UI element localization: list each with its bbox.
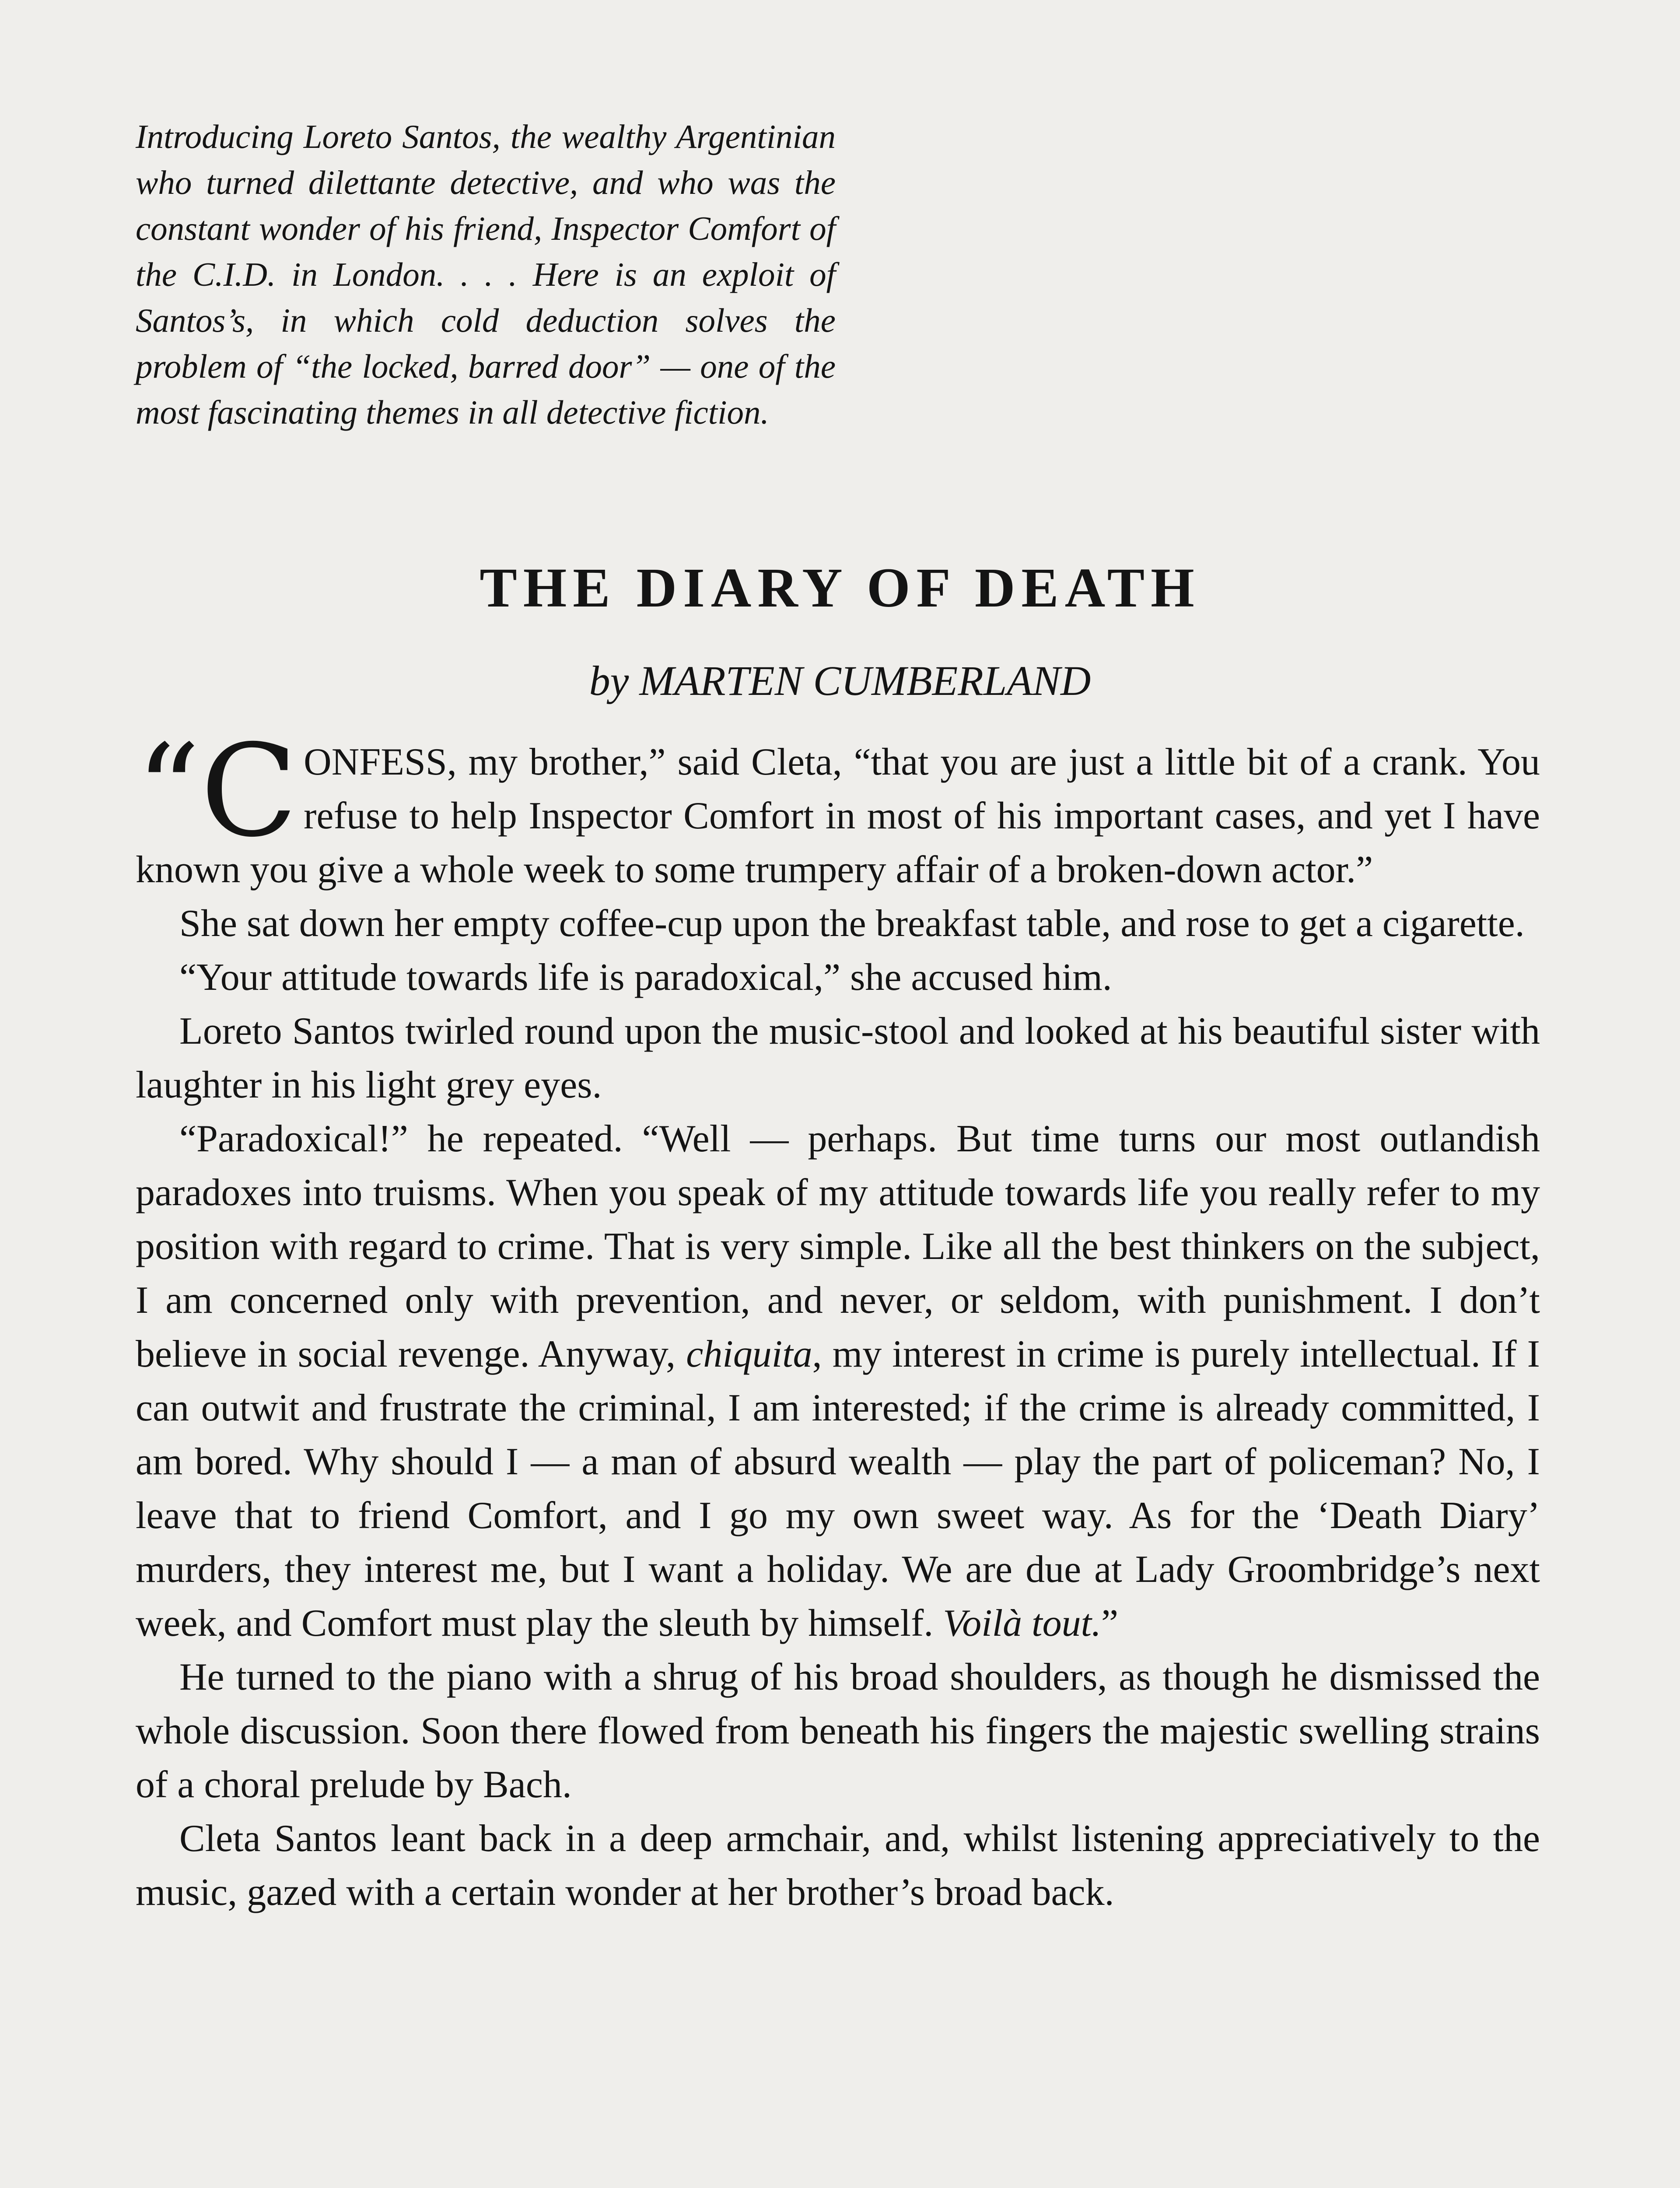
drop-cap-c: C xyxy=(200,718,298,865)
story-body xyxy=(136,718,1540,1919)
paragraph-piano: He turned to the piano with a shrug of his broad shoulders, as though he dismissed the whole discussion. Soon there flowed from beneath his fingers the majestic swelling strains of a choral prelude by Bach. xyxy=(136,1656,1540,1806)
paragraph-paradoxical xyxy=(136,1112,1540,1650)
paragraph-armchair: Cleta Santos leant back in a deep armchair, and, whilst listening appreciatively to the music, gazed with a certain wonder at her brother’s broad back. xyxy=(136,1817,1540,1914)
paragraph-opening xyxy=(136,718,1540,897)
drop-cap-letter xyxy=(136,718,298,865)
first-word-small-caps: ONFESS xyxy=(304,741,447,783)
paradox-text-1: “Paradoxical!” he repeated. “Well — perhaps. But time turns our most outlandish paradoxes into truisms. When you speak of my attitude towards life you really refer to my position with regard to crime. That is very simple. Like all the best thinkers on the subject, I am concerned only with prevention, and never, or seldom, with punishment. I don’t believe in social revenge. Anyway, xyxy=(136,1118,1540,1375)
intro-blurb: Introducing Loreto Santos, the wealthy Argentinian who turned dilettante detective, and who was the constant wonder of his friend, Inspector Comfort of the C.I.D. in London. . . . Here is an exploit of Santos’s, in which cold deduction solves the problem of “the locked, barred door” — one of the most fascinating themes in all detective fiction. xyxy=(136,118,836,431)
paragraph-coffee-cup: She sat down her empty coffee-cup upon the breakfast table, and rose to get a cigarette. xyxy=(179,902,1525,945)
opening-text: , my brother,” said Cleta, “that you are just a little bit of a crank. You refuse to help Inspector Comfort in most of his important cases, and yet I have known you give a whole week to some trumpery affair of a broken-down actor.” xyxy=(136,741,1540,891)
paradox-italic-voila-tout: Voilà tout. xyxy=(943,1602,1102,1645)
story-byline: by MARTEN CUMBERLAND xyxy=(589,657,1091,704)
paradox-text-3: ” xyxy=(1101,1602,1119,1645)
paragraph-music-stool: Loreto Santos twirled round upon the music-stool and looked at his beautiful sister with laughter in his light grey eyes. xyxy=(136,1010,1540,1106)
paragraph-attitude: “Your attitude towards life is paradoxical,” she accused him. xyxy=(179,956,1112,999)
paradox-text-2: , my interest in crime is purely intellectual. If I can outwit and frustrate the criminal, I am interested; if the crime is already committed, I am bored. Why should I — a man of absurd wealth — play the part of policeman? No, I leave that to friend Comfort, and I go my own sweet way. As for the ‘Death Diary’ murders, they interest me, but I want a holiday. We are due at Lady Groombridge’s next week, and Comfort must play the sleuth by himself. xyxy=(136,1333,1540,1645)
paradox-italic-chiquita: chiquita xyxy=(686,1333,812,1375)
opening-quote: “ xyxy=(136,718,201,865)
story-title: THE DIARY OF DEATH xyxy=(480,557,1200,619)
